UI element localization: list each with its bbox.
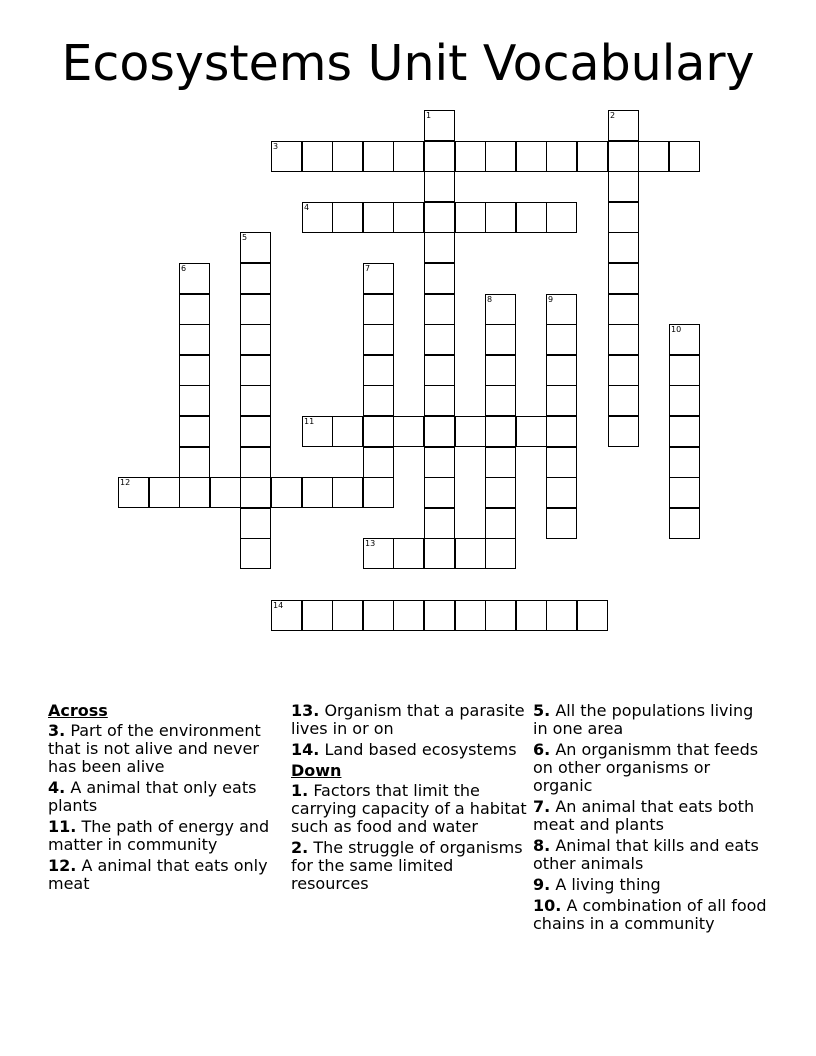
clue-item: [533, 897, 769, 933]
grid-cell[interactable]: [302, 477, 333, 508]
grid-cell[interactable]: [485, 294, 516, 325]
grid-cell[interactable]: [485, 355, 516, 386]
grid-cell[interactable]: [638, 141, 669, 172]
grid-cell[interactable]: [363, 294, 394, 325]
grid-cell[interactable]: [210, 477, 241, 508]
grid-cell[interactable]: [424, 232, 455, 263]
clue-text: An animal that eats both meat and plants: [533, 797, 755, 834]
clue-number: 6.: [533, 740, 551, 759]
grid-cell[interactable]: [577, 141, 608, 172]
clue-number-label: 2: [610, 111, 616, 120]
clue-number-label: 6: [181, 264, 187, 273]
clue-number: 5.: [533, 701, 551, 720]
clue-number-label: 13: [365, 539, 376, 548]
clue-heading: Across: [48, 701, 108, 720]
grid-cell[interactable]: [424, 600, 455, 631]
grid-cell[interactable]: [546, 355, 577, 386]
grid-cell[interactable]: [424, 355, 455, 386]
clue-text: Animal that kills and eats other animals: [533, 836, 759, 873]
grid-cell[interactable]: [424, 508, 455, 539]
grid-cell[interactable]: [240, 508, 271, 539]
clue-number: 4.: [48, 778, 66, 797]
grid-cell[interactable]: [485, 141, 516, 172]
grid-cell[interactable]: [608, 416, 639, 447]
grid-cell[interactable]: [516, 202, 547, 233]
grid-cell[interactable]: [240, 385, 271, 416]
clue-number-label: 5: [242, 233, 248, 242]
grid-cell[interactable]: [363, 600, 394, 631]
clue-column: [291, 702, 527, 896]
grid-cell[interactable]: [424, 324, 455, 355]
grid-cell[interactable]: [546, 477, 577, 508]
grid-cell[interactable]: [424, 110, 455, 141]
grid-cell[interactable]: [669, 416, 700, 447]
grid-cell[interactable]: [485, 538, 516, 569]
clue-number: 8.: [533, 836, 551, 855]
page-title: Ecosystems Unit Vocabulary: [61, 35, 755, 92]
clue-number-label: 3: [273, 142, 279, 151]
clue-column: [48, 702, 284, 896]
grid-cell[interactable]: [363, 263, 394, 294]
grid-cell[interactable]: [608, 355, 639, 386]
grid-cell[interactable]: [179, 447, 210, 478]
grid-cell[interactable]: [424, 171, 455, 202]
grid-cell[interactable]: [516, 600, 547, 631]
clue-number-label: 1: [426, 111, 432, 120]
clue-text: The path of energy and matter in community: [48, 817, 270, 854]
grid-cell[interactable]: [332, 416, 363, 447]
grid-cell[interactable]: [240, 416, 271, 447]
grid-cell[interactable]: [363, 538, 394, 569]
clue-number-label: 4: [304, 203, 310, 212]
clue-number: 7.: [533, 797, 551, 816]
grid-cell[interactable]: [179, 416, 210, 447]
grid-cell[interactable]: [669, 447, 700, 478]
grid-cell[interactable]: [455, 202, 486, 233]
grid-cell[interactable]: [332, 141, 363, 172]
clue-text: Part of the environment that is not alive and never has been alive: [48, 721, 261, 776]
grid-cell[interactable]: [669, 324, 700, 355]
grid-cell[interactable]: [179, 477, 210, 508]
grid-cell[interactable]: [608, 294, 639, 325]
clue-number: 9.: [533, 875, 551, 894]
clue-number-label: 11: [304, 417, 315, 426]
grid-cell[interactable]: [455, 538, 486, 569]
clue-number-label: 8: [487, 295, 493, 304]
clue-item: [533, 741, 769, 795]
grid-cell[interactable]: [240, 294, 271, 325]
clue-item: [48, 722, 284, 776]
grid-cell[interactable]: [424, 477, 455, 508]
grid-cell[interactable]: [424, 202, 455, 233]
clue-text: The struggle of organisms for the same limited resources: [291, 838, 523, 893]
clue-item: [291, 741, 527, 759]
clue-item: [533, 876, 769, 894]
clue-text: A living thing: [555, 875, 661, 894]
grid-cell[interactable]: [546, 294, 577, 325]
grid-cell[interactable]: [240, 538, 271, 569]
grid-cell[interactable]: [608, 232, 639, 263]
grid-cell[interactable]: [546, 600, 577, 631]
grid-cell[interactable]: [608, 385, 639, 416]
grid-cell[interactable]: [485, 385, 516, 416]
grid-cell[interactable]: [485, 477, 516, 508]
grid-cell[interactable]: [363, 447, 394, 478]
grid-cell[interactable]: [546, 508, 577, 539]
grid-cell[interactable]: [455, 416, 486, 447]
grid-cell[interactable]: [240, 477, 271, 508]
clue-column: [533, 702, 769, 936]
grid-cell[interactable]: [608, 263, 639, 294]
grid-cell[interactable]: [302, 141, 333, 172]
clue-heading: Down: [291, 761, 342, 780]
grid-cell[interactable]: [424, 385, 455, 416]
grid-cell[interactable]: [546, 385, 577, 416]
clue-text: Organism that a parasite lives in or on: [291, 701, 525, 738]
grid-cell[interactable]: [577, 600, 608, 631]
grid-cell[interactable]: [424, 263, 455, 294]
clue-number: 1.: [291, 781, 309, 800]
grid-cell[interactable]: [271, 141, 302, 172]
grid-cell[interactable]: [393, 416, 424, 447]
clue-number: 10.: [533, 896, 562, 915]
clue-number-label: 12: [120, 478, 131, 487]
clue-number: 13.: [291, 701, 320, 720]
grid-cell[interactable]: [363, 416, 394, 447]
clue-item: [48, 779, 284, 815]
grid-cell[interactable]: [363, 355, 394, 386]
grid-cell[interactable]: [669, 477, 700, 508]
grid-cell[interactable]: [332, 600, 363, 631]
grid-cell[interactable]: [302, 202, 333, 233]
grid-cell[interactable]: [179, 355, 210, 386]
grid-cell[interactable]: [516, 141, 547, 172]
grid-cell[interactable]: [669, 508, 700, 539]
grid-cell[interactable]: [546, 324, 577, 355]
grid-cell[interactable]: [363, 477, 394, 508]
clue-item: [291, 839, 527, 893]
grid-cell[interactable]: [516, 416, 547, 447]
clue-number-label: 7: [365, 264, 371, 273]
grid-cell[interactable]: [363, 202, 394, 233]
grid-cell[interactable]: [455, 141, 486, 172]
grid-cell[interactable]: [485, 447, 516, 478]
grid-cell[interactable]: [179, 263, 210, 294]
grid-cell[interactable]: [669, 385, 700, 416]
grid-cell[interactable]: [608, 324, 639, 355]
grid-cell[interactable]: [363, 141, 394, 172]
clue-item: [533, 702, 769, 738]
grid-cell[interactable]: [546, 141, 577, 172]
grid-cell[interactable]: [608, 110, 639, 141]
grid-cell[interactable]: [485, 202, 516, 233]
clue-item: [533, 798, 769, 834]
clue-number: 3.: [48, 721, 66, 740]
grid-cell[interactable]: [393, 202, 424, 233]
clue-text: All the populations living in one area: [533, 701, 754, 738]
grid-cell[interactable]: [240, 232, 271, 263]
clue-text: A animal that only eats plants: [48, 778, 257, 815]
clue-number: 11.: [48, 817, 77, 836]
clue-number-label: 14: [273, 601, 284, 610]
grid-cell[interactable]: [363, 385, 394, 416]
grid-cell[interactable]: [608, 141, 639, 172]
clue-text: A combination of all food chains in a community: [533, 896, 767, 933]
grid-cell[interactable]: [608, 171, 639, 202]
grid-cell[interactable]: [240, 447, 271, 478]
clue-number: 12.: [48, 856, 77, 875]
clue-text: A animal that eats only meat: [48, 856, 268, 893]
grid-cell[interactable]: [485, 508, 516, 539]
clue-item: [291, 702, 527, 738]
grid-cell[interactable]: [546, 447, 577, 478]
clue-number: 2.: [291, 838, 309, 857]
grid-cell[interactable]: [302, 600, 333, 631]
grid-cell[interactable]: [332, 477, 363, 508]
grid-cell[interactable]: [546, 416, 577, 447]
grid-cell[interactable]: [118, 477, 149, 508]
clue-item: [291, 782, 527, 836]
grid-cell[interactable]: [240, 355, 271, 386]
grid-cell[interactable]: [179, 294, 210, 325]
grid-cell[interactable]: [393, 141, 424, 172]
grid-cell[interactable]: [485, 416, 516, 447]
clue-item: [48, 857, 284, 893]
grid-cell[interactable]: [424, 416, 455, 447]
grid-cell[interactable]: [149, 477, 180, 508]
grid-cell[interactable]: [179, 385, 210, 416]
grid-cell[interactable]: [424, 141, 455, 172]
clue-item: [533, 837, 769, 873]
grid-cell[interactable]: [271, 600, 302, 631]
clue-number-label: 9: [548, 295, 554, 304]
grid-cell[interactable]: [240, 324, 271, 355]
grid-cell[interactable]: [424, 447, 455, 478]
grid-cell[interactable]: [546, 202, 577, 233]
grid-cell[interactable]: [669, 355, 700, 386]
grid-cell[interactable]: [424, 538, 455, 569]
grid-cell[interactable]: [302, 416, 333, 447]
clue-text: Factors that limit the carrying capacity of a habitat such as food and water: [291, 781, 527, 836]
grid-cell[interactable]: [455, 600, 486, 631]
grid-cell[interactable]: [363, 324, 394, 355]
grid-cell[interactable]: [608, 202, 639, 233]
grid-cell[interactable]: [179, 324, 210, 355]
grid-cell[interactable]: [669, 141, 700, 172]
clue-text: An organismm that feeds on other organisms or organic: [533, 740, 759, 795]
grid-cell[interactable]: [393, 538, 424, 569]
clue-text: Land based ecosystems: [324, 740, 517, 759]
grid-cell[interactable]: [485, 600, 516, 631]
grid-cell[interactable]: [271, 477, 302, 508]
clue-number: 14.: [291, 740, 320, 759]
clue-number-label: 10: [671, 325, 682, 334]
clue-item: [48, 818, 284, 854]
grid-cell[interactable]: [332, 202, 363, 233]
grid-cell[interactable]: [240, 263, 271, 294]
grid-cell[interactable]: [485, 324, 516, 355]
grid-cell[interactable]: [424, 294, 455, 325]
grid-cell[interactable]: [393, 600, 424, 631]
